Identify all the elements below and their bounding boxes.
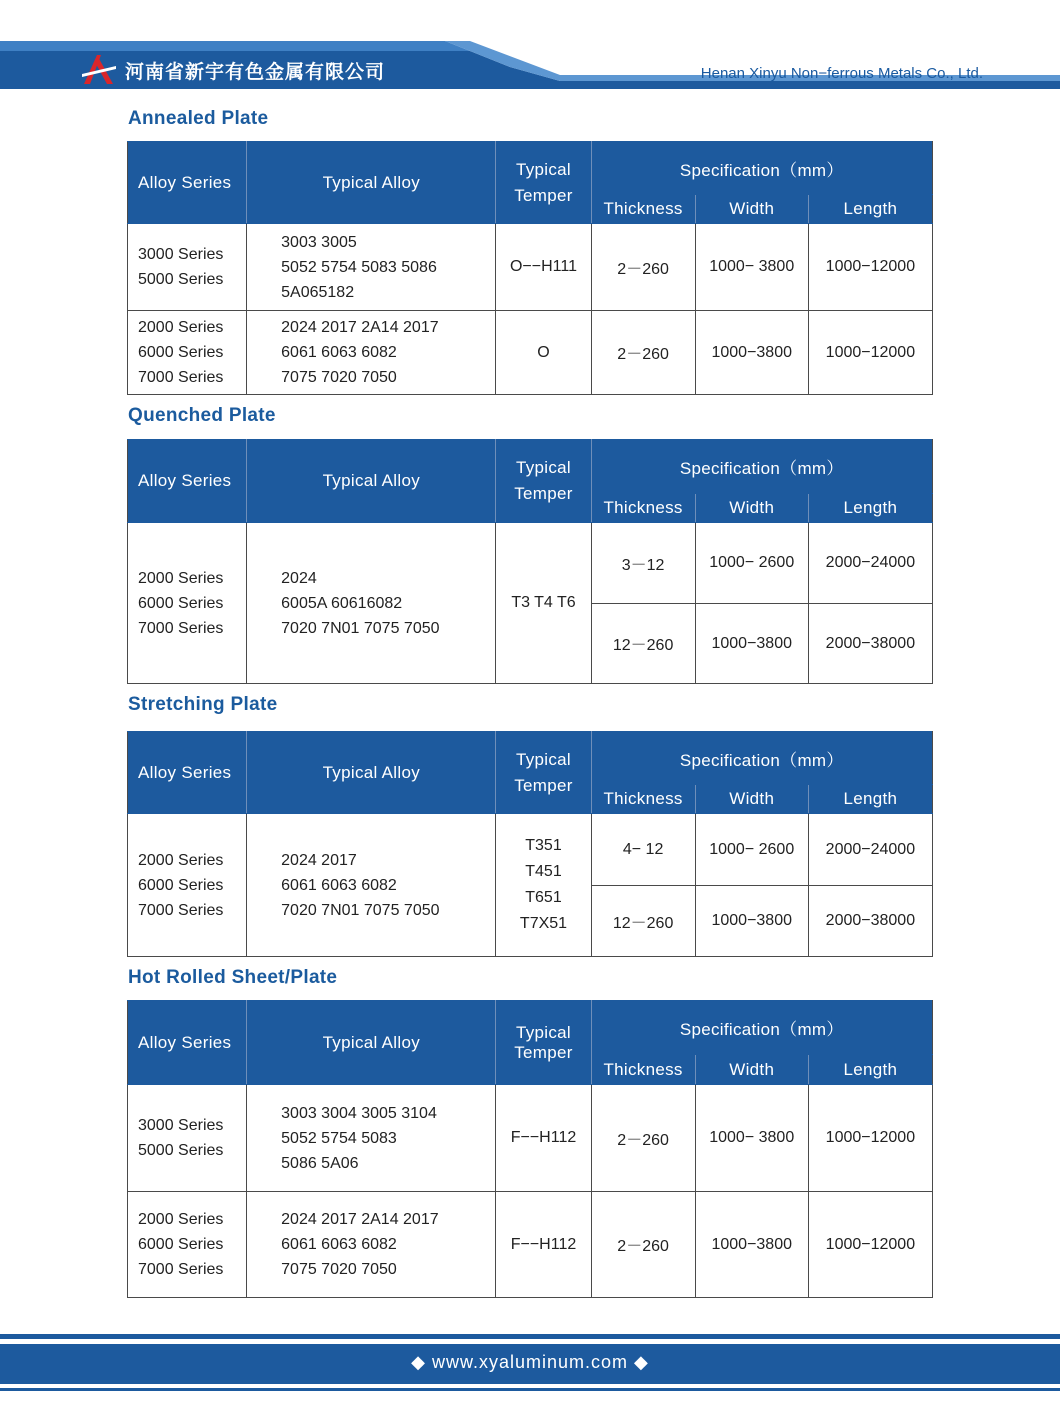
col-typical-alloy: Typical Alloy	[247, 142, 496, 224]
col-thickness: Thickness	[591, 195, 695, 224]
length-cell: 2000−38000	[808, 604, 932, 684]
col-length: Length	[808, 494, 932, 523]
temper-cell: T3 T4 T6	[496, 523, 591, 684]
col-typical-temper: Typical Temper	[496, 732, 591, 814]
company-name-en: Henan Xinyu Non−ferrous Metals Co., Ltd.	[700, 65, 983, 82]
col-thickness: Thickness	[591, 785, 695, 814]
width-cell: 1000−3800	[695, 311, 808, 395]
width-cell: 1000− 2600	[695, 523, 808, 604]
col-length: Length	[808, 785, 932, 814]
typical-alloy-cell: 2024 2017 2A14 2017 6061 6063 6082 7075 7020 7050	[247, 311, 496, 395]
section-title: Annealed Plate	[128, 108, 269, 129]
alloy-series-cell: 3000 Series 5000 Series	[128, 224, 247, 311]
footer-rule	[0, 1334, 1060, 1339]
col-typical-alloy: Typical Alloy	[247, 732, 496, 814]
section-title: Quenched Plate	[128, 405, 276, 426]
section-title: Hot Rolled Sheet/Plate	[128, 967, 338, 988]
table-row	[128, 224, 933, 311]
page-footer	[0, 1334, 1060, 1428]
col-typical-temper: Typical Temper	[496, 1001, 591, 1085]
alloy-series-cell: 3000 Series 5000 Series	[128, 1085, 247, 1192]
col-width: Width	[695, 195, 808, 224]
alloy-series-cell: 2000 Series 6000 Series 7000 Series	[128, 1192, 247, 1298]
col-width: Width	[695, 785, 808, 814]
alloy-series-cell: 2000 Series 6000 Series 7000 Series	[128, 523, 247, 684]
width-cell: 1000− 3800	[695, 1085, 808, 1192]
thickness-cell: 12－260	[591, 604, 695, 684]
page-header	[0, 0, 1060, 100]
typical-alloy-cell: 3003 3005 5052 5754 5083 5086 5A065182	[247, 224, 496, 311]
length-cell: 1000−12000	[808, 1085, 932, 1192]
temper-cell: F−−H112	[496, 1085, 591, 1192]
typical-alloy-cell: 3003 3004 3005 3104 5052 5754 5083 5086 5A06	[247, 1085, 496, 1192]
temper-cell: O−−H111	[496, 224, 591, 311]
length-cell: 1000−12000	[808, 1192, 932, 1298]
alloy-series-cell: 2000 Series 6000 Series 7000 Series	[128, 814, 247, 957]
col-length: Length	[808, 1055, 932, 1085]
thickness-cell: 3－12	[591, 523, 695, 604]
col-width: Width	[695, 494, 808, 523]
length-cell: 2000−38000	[808, 886, 932, 957]
spec-table-quenched	[127, 439, 933, 684]
width-cell: 1000−3800	[695, 604, 808, 684]
temper-cell: O	[496, 311, 591, 395]
alloy-series-cell: 2000 Series 6000 Series 7000 Series	[128, 311, 247, 395]
width-cell: 1000− 2600	[695, 814, 808, 886]
thickness-cell: 2－260	[591, 311, 695, 395]
thickness-cell: 12－260	[591, 886, 695, 957]
typical-alloy-cell: 2024 2017 2A14 2017 6061 6063 6082 7075 7020 7050	[247, 1192, 496, 1298]
col-specification: Specification（mm）	[591, 142, 932, 195]
footer-rule	[0, 1388, 1060, 1391]
col-alloy-series: Alloy Series	[128, 440, 247, 523]
company-logo-icon	[80, 52, 118, 86]
thickness-cell: 4− 12	[591, 814, 695, 886]
typical-alloy-cell: 2024 2017 6061 6063 6082 7020 7N01 7075 7050	[247, 814, 496, 957]
col-specification: Specification（mm）	[591, 732, 932, 785]
col-alloy-series: Alloy Series	[128, 142, 247, 224]
table-row	[128, 311, 933, 395]
length-cell: 1000−12000	[808, 311, 932, 395]
spec-table-hot-rolled	[127, 1000, 933, 1298]
thickness-cell: 2－260	[591, 1085, 695, 1192]
col-typical-alloy: Typical Alloy	[247, 440, 496, 523]
col-alloy-series: Alloy Series	[128, 1001, 247, 1085]
temper-cell: T351 T451 T651 T7X51	[496, 814, 591, 957]
table-row	[128, 523, 933, 604]
col-thickness: Thickness	[591, 494, 695, 523]
length-cell: 1000−12000	[808, 224, 932, 311]
typical-alloy-cell: 2024 6005A 60616082 7020 7N01 7075 7050	[247, 523, 496, 684]
spec-table-annealed	[127, 141, 933, 395]
col-width: Width	[695, 1055, 808, 1085]
col-typical-temper: Typical Temper	[496, 142, 591, 224]
col-alloy-series: Alloy Series	[128, 732, 247, 814]
col-specification: Specification（mm）	[591, 1001, 932, 1055]
col-specification: Specification（mm）	[591, 440, 932, 494]
table-row	[128, 814, 933, 886]
col-thickness: Thickness	[591, 1055, 695, 1085]
thickness-cell: 2－260	[591, 1192, 695, 1298]
width-cell: 1000−3800	[695, 886, 808, 957]
table-row	[128, 1085, 933, 1192]
width-cell: 1000−3800	[695, 1192, 808, 1298]
temper-cell: F−−H112	[496, 1192, 591, 1298]
length-cell: 2000−24000	[808, 814, 932, 886]
spec-table-stretching	[127, 731, 933, 957]
section-title: Stretching Plate	[128, 694, 278, 715]
col-length: Length	[808, 195, 932, 224]
footer-url-link[interactable]: ◆ www.xyaluminum.com ◆	[411, 1352, 649, 1372]
width-cell: 1000− 3800	[695, 224, 808, 311]
col-typical-temper: Typical Temper	[496, 440, 591, 523]
col-typical-alloy: Typical Alloy	[247, 1001, 496, 1085]
company-name-cn: 河南省新宇有色金属有限公司	[125, 61, 386, 83]
table-row	[128, 1192, 933, 1298]
thickness-cell: 2－260	[591, 224, 695, 311]
length-cell: 2000−24000	[808, 523, 932, 604]
